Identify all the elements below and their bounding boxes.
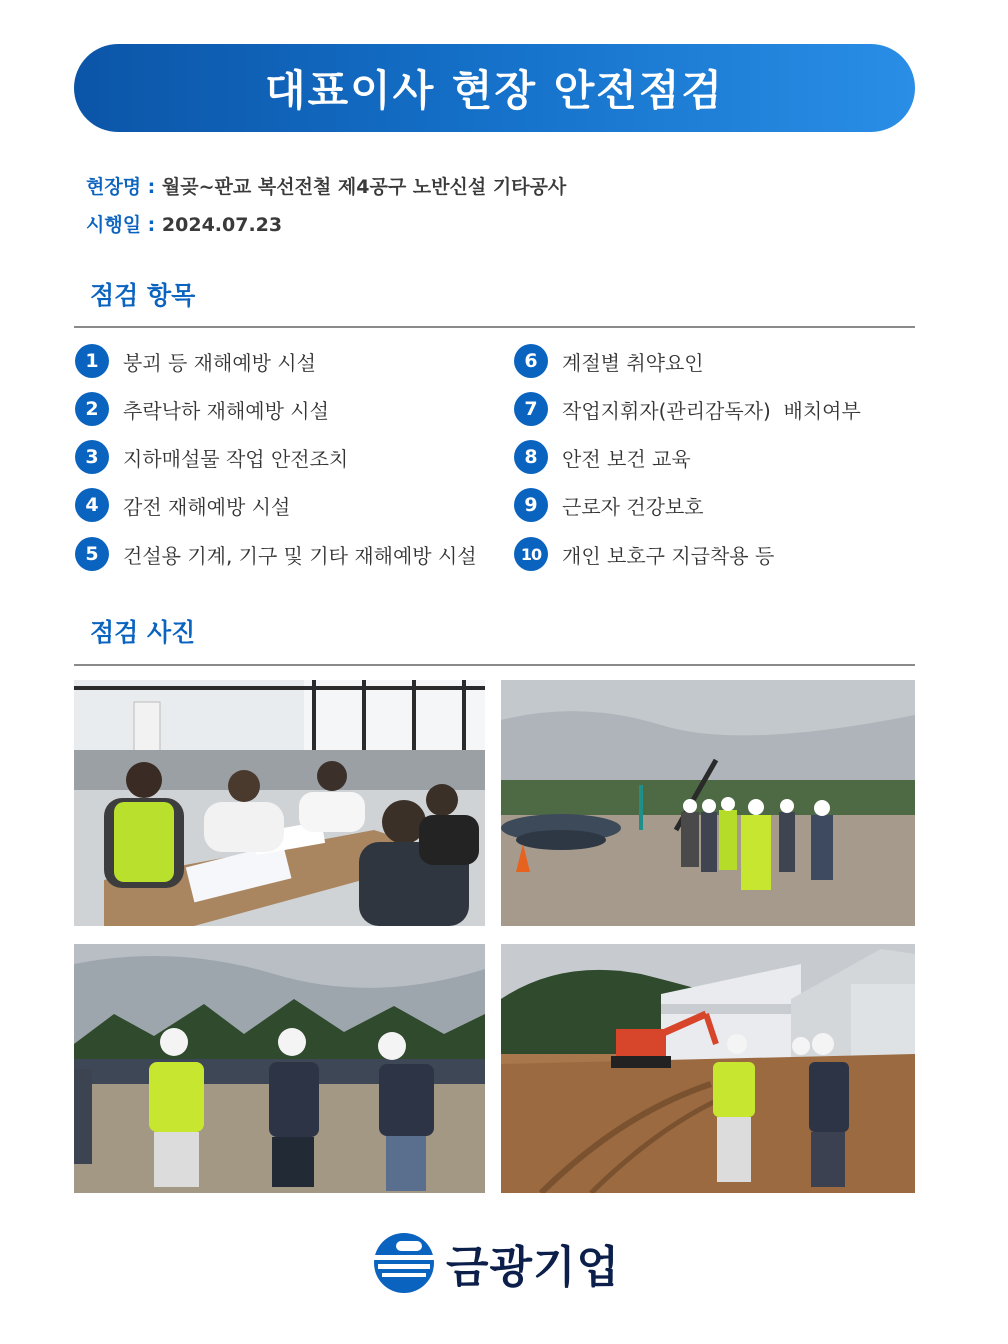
- inspection-item: [75, 392, 329, 426]
- item-number-badge: 10: [514, 537, 548, 571]
- inspection-item: [75, 488, 290, 522]
- company-logo-icon: [372, 1231, 436, 1295]
- item-text: 지하매설물 작업 안전조치: [123, 446, 349, 471]
- item-number-badge: 9: [514, 488, 548, 522]
- item-number-badge: 6: [514, 344, 548, 378]
- photo-site-workers: [74, 944, 485, 1193]
- inspection-item: [514, 344, 704, 378]
- company-logo-text: 금광기업: [446, 1242, 621, 1293]
- item-text: 감전 재해예방 시설: [123, 494, 291, 519]
- date-label: 시행일 :: [86, 214, 156, 236]
- inspection-item: [75, 537, 477, 571]
- page-title: 대표이사 현장 안전점검: [265, 66, 724, 115]
- inspection-item: [514, 537, 774, 571]
- item-text: 계절별 취약요인: [562, 350, 704, 375]
- item-number-badge: 7: [514, 392, 548, 426]
- item-text: 개인 보호구 지급착용 등: [562, 543, 775, 568]
- inspection-item: [75, 440, 348, 474]
- photo-excavation-site: [501, 944, 915, 1193]
- divider: [74, 326, 915, 328]
- item-number-badge: 1: [75, 344, 109, 378]
- site-label: 현장명 :: [86, 176, 156, 198]
- photos-heading: 점검 사진: [90, 618, 196, 647]
- company-logo: [372, 1230, 642, 1296]
- site-value: 월곶~판교 복선전철 제4공구 노반신설 기타공사: [161, 176, 567, 198]
- date-value: 2024.07.23: [161, 214, 283, 236]
- inspection-item: [75, 344, 316, 378]
- item-text: 안전 보건 교육: [562, 446, 691, 471]
- photo-office-meeting: [74, 680, 485, 926]
- item-text: 추락낙하 재해예방 시설: [123, 398, 329, 423]
- item-number-badge: 8: [514, 440, 548, 474]
- inspection-items-heading: 점검 항목: [90, 281, 196, 310]
- photo-site-inspection: [501, 680, 915, 926]
- item-text: 건설용 기계, 기구 및 기타 재해예방 시설: [123, 543, 477, 568]
- item-number-badge: 3: [75, 440, 109, 474]
- item-number-badge: 4: [75, 488, 109, 522]
- site-info: [86, 172, 566, 199]
- inspection-item: [514, 392, 861, 426]
- item-text: 작업지휘자(관리감독자) 배치여부: [562, 398, 861, 423]
- date-info: [86, 210, 282, 237]
- title-banner: [74, 44, 915, 132]
- inspection-item: [514, 440, 691, 474]
- item-number-badge: 2: [75, 392, 109, 426]
- item-text: 붕괴 등 재해예방 시설: [123, 350, 316, 375]
- divider: [74, 664, 915, 666]
- item-text: 근로자 건강보호: [562, 494, 704, 519]
- inspection-item: [514, 488, 704, 522]
- item-number-badge: 5: [75, 537, 109, 571]
